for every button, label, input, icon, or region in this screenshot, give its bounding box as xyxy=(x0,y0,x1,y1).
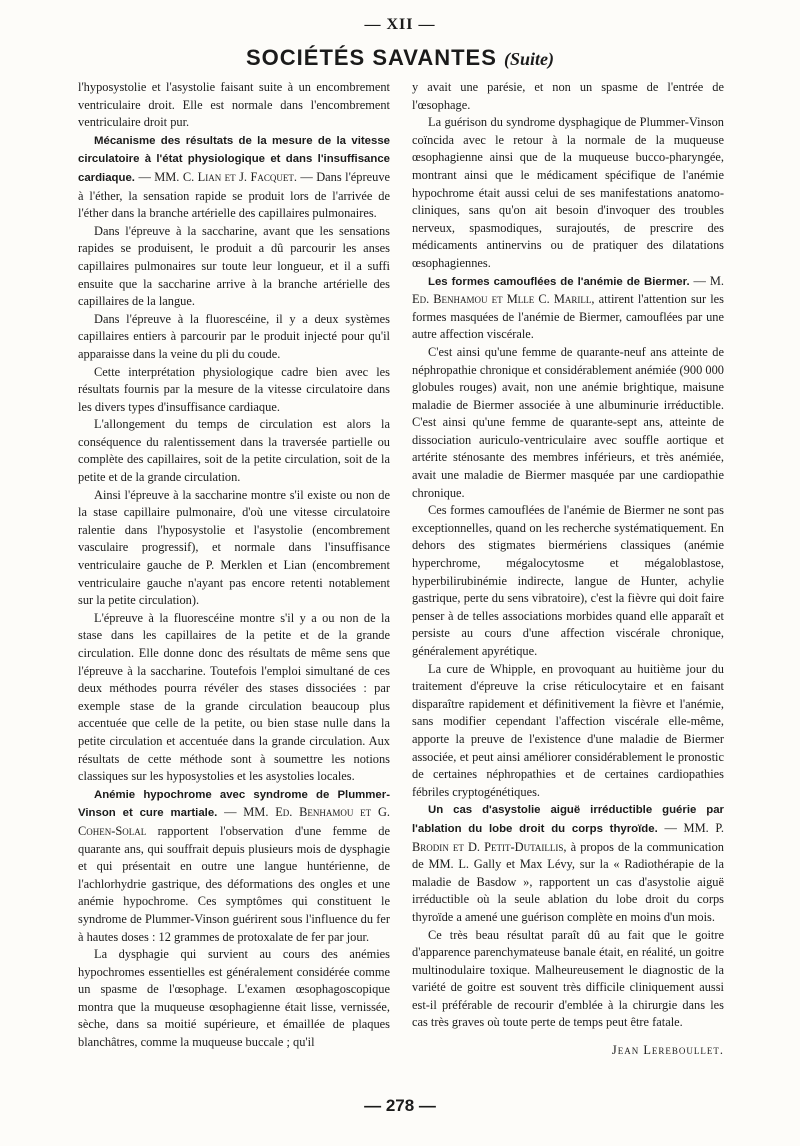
section-authors: — M. Ed. Benhamou et Mlle C. Marill, xyxy=(412,273,724,307)
left-column xyxy=(78,79,390,1052)
paragraph: La cure de Whipple, en provoquant au huitième jour du traitement d'épreuve la crise réticulocytaire et en faisant disparaître rapidement et définitivement la fièvre et l'anémie, sans modifier cependant l'affection viscérale elle-même, apporte la preuve de l'existence d'une maladie de Biermer associée, et peut ainsi améliorer considérablement le pronostic de certaines néphropathies et de certaines cardiopathies fébriles cryptogénétiques. xyxy=(412,661,724,799)
paragraph: L'épreuve à la fluorescéine montre s'il y a ou non de la stase dans les capillaires de la petite et de la grande circulation. Elle donne donc des résultats de même sens que l'épreuve à la saccharine. Toutefois l'emploi simultané de ces deux méthodes pourra révéler des stases dissociées : par exemple stase de la grande circulation beaucoup plus accentuée que celle de la petite, ou bien stase nulle dans la petite circulation et accentuée dans la grande circulation. Aux résultats de cette méthode sont à soumettre les notions classiques sur les hyposystolies et les asystolies locales. xyxy=(78,610,390,784)
paragraph: Ainsi l'épreuve à la saccharine montre s'il existe ou non de la stase capillaire pulmonaire, d'où une vitesse circulatoire ralentie dans l'hyposystolie et l'asystolie (encombrement vasculaire progressif), et normale dans l'insuffisance ventriculaire gauche de P. Merklen et Lian (encombrement ventriculaire gauche n'ayant pas encore retenti notablement sur la petite circulation). xyxy=(78,487,390,608)
section-lian-facquet xyxy=(78,132,390,223)
section-plummer-vinson xyxy=(78,786,390,946)
section-text: rapportent l'observation d'une femme de quarante ans, qui souffrait depuis plusieurs mois de dysphagie et qui présentait en outre une langue huntérienne, de l'achlorhydrie gastrique, des déformations des ongles et une anémie hypochrome. Ces symptômes qui constituent le syndrome de Plummer-Vinson guérirent sous l'influence du fer à hautes doses : 12 grammes de protoxalate de fer par jour. xyxy=(78,823,390,944)
section-authors: — MM. C. Lian et J. Facquet. xyxy=(138,169,297,184)
page-title xyxy=(0,45,800,71)
section-text: attirent l'attention sur les formes masquées de l'anémie de Biermer, camouflées par une autre affection viscérale. xyxy=(412,292,724,342)
page-number: — 278 — xyxy=(364,1096,436,1115)
paragraph: Ces formes camouflées de l'anémie de Biermer ne sont pas exceptionnelles, quand on les recherche systématiquement. En dehors des stigmates biermériens classiques (anémie hyperchrome, mégalocytosme et mégaloblastose, hyperbilirubinémie indirecte, langue de Hunter, achylie gastrique, perte du sens vibratoire), c'est la fièvre qui doit faire penser à de telles associations morbides quand elle apparaît et persiste au cours d'une affection viscérale chronique, généralement apyrétique. xyxy=(412,503,724,658)
paragraph: C'est ainsi qu'une femme de quarante-neuf ans atteinte de néphropathie chronique et considérablement anémiée (900 000 globules rouges) avait, non une anémie brightique, maisune maladie de Biermer associée à une albuminurie irréductible. C'est ainsi qu'une femme de quarante-sept ans, atteinte de dissociation auriculo-ventriculaire avec souffle aortique et artérite sténosante des membres inférieurs, et très anémiée, avait une maladie de Biermer masquée par une cardiopathie chronique. xyxy=(412,344,724,500)
paragraph: y avait une parésie, et non un spasme de l'entrée de l'œsophage. xyxy=(412,80,724,112)
section-biermer xyxy=(412,273,724,344)
section-title: Un cas d'asystolie aiguë irréductible guérie par l'ablation du lobe droit du corps thyroïde. xyxy=(412,804,724,835)
section-title: Mécanisme des résultats de la mesure de la vitesse circulatoire à l'état physiologique et dans l'insuffisance cardiaque. xyxy=(78,134,390,184)
section-title: Anémie hypochrome avec syndrome de Plummer-Vinson et cure martiale. xyxy=(78,788,390,820)
paragraph: Cette interprétation physiologique cadre bien avec les résultats fournis par la mesure de la vitesse circulatoire dans les divers types d'insuffisance cardiaque. xyxy=(78,364,390,414)
right-column xyxy=(412,79,724,1060)
section-text: à propos de la communication de MM. L. Gally et Max Lévy, sur la « Radiothérapie de la maladie de Basdow », rapportent un cas d'asystolie aiguë irréductible où la seule ablation du lobe droit du corps thyroïde a amené une guérison complète en moins d'un mois. xyxy=(412,839,724,924)
paragraph: Dans l'épreuve à la fluorescéine, il y a deux systèmes capillaires entiers à parcourir par le produit injecté pour qu'il apparaisse dans la veine du pli du coude. xyxy=(78,311,390,361)
section-authors: — MM. Ed. Benhamou et G. Cohen-Solal xyxy=(78,805,390,838)
title-suite: (Suite) xyxy=(504,49,555,69)
section-asystolie xyxy=(412,801,724,926)
paragraph: La dysphagie qui survient au cours des anémies hypochromes essentielles est généralement considérée comme un spasme de l'œsophage. L'examen œsophagoscopique montra que la muqueuse œsophagienne était lisse, vernissée, sèche, dans sa moitié supérieure, et émaillée de plaques blanchâtres, comme la muqueuse buccale ; qu'il xyxy=(78,947,390,1050)
section-text: — Dans l'épreuve à l'éther, la sensation rapide se produit lors de l'arrivée de l'éther dans la branche artérielle des capillaires pulmonaires. xyxy=(78,169,391,221)
section-title: Les formes camouflées de l'anémie de Biermer. xyxy=(428,275,690,288)
paragraph: Ce très beau résultat paraît dû au fait que le goitre d'apparence parenchymateuse banale était, en réalité, un goitre multinodulaire toxique. Malheureusement le diagnostic de la variété de goitre est souvent très difficile cliniquement aussi est-il préférable de recourir d'emblée à la chirurgie dans les cas très graves où toute perte de temps peut être fatale. xyxy=(412,927,724,1030)
paragraph: l'hyposystolie et l'asystolie faisant suite à un encombrement ventriculaire droit. Elle est normale dans l'encombrement ventriculaire droit pur. xyxy=(78,80,390,130)
section-authors: — MM. P. Brodin et D. Petit-Dutaillis, xyxy=(412,820,724,854)
paragraph: La guérison du syndrome dysphagique de Plummer-Vinson coïncida avec le retour à la normale de la muqueuse œsophagienne ainsi que de la muqueuse bucco-pharyngée, montrant ainsi que le médicament spécifique de l'anémie hypochrome était aussi celui de ses manifestations anatomo-cliniques, sans qu'on ait besoin d'invoquer des troubles nerveux, spasmodiques, surajoutés, de prescrire des médicaments antinervins ou de pratiquer des dilatations œsophagiennes. xyxy=(412,115,724,270)
paragraph: Dans l'épreuve à la saccharine, avant que les sensations rapides se produisent, le produit a dû parcourir les anses capillaires pulmonaires sur toute leur longueur, et il a suffi ensuite que la saccharine arrive à la branche artérielle des capillaires de la langue. xyxy=(78,223,390,309)
author-signature: Jean Lereboullet. xyxy=(611,1043,724,1058)
page-roman-numeral: — XII — xyxy=(364,16,436,33)
title-text: SOCIÉTÉS SAVANTES xyxy=(245,45,497,70)
paragraph: L'allongement du temps de circulation est alors la conséquence du ralentissement dans la traversée partielle ou complète des capillaires, soit de la petite circulation, soit de la petite et de la grande circulation. xyxy=(78,417,390,485)
